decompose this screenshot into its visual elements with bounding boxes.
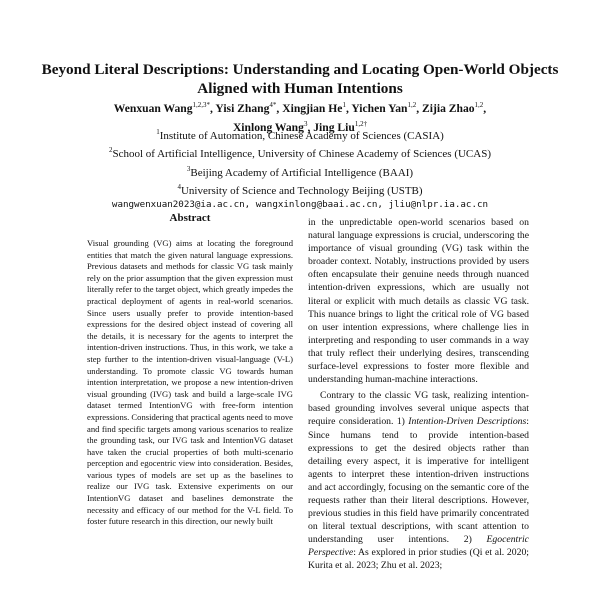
author-emails: wangwenxuan2023@ia.ac.cn, wangxinlong@baai.ac.cn, jliu@nlpr.ia.ac.cn [111, 199, 489, 210]
affiliation: $^4$University of Science and Technology Beijing (USTB) [177, 183, 423, 198]
abstract-column [87, 238, 293, 528]
emphasis-text: Egocentric Perspective [308, 534, 529, 559]
author-list: Wenxuan Wang$^{1,2,3*}$, Yisi Zhang$^{4*}$, Xingjian He$^1$, Yichen Yan$^{1,2}$, Zijia Zhao$^{1,2}$, Xinlong Wang$^3$, Jing Liu$^{1,2\dagger}$ [113, 101, 487, 134]
affiliation: $^2$School of Artificial Intelligence, University of Chinese Academy of Sciences (UCAS) [109, 146, 491, 161]
affiliation-list [40, 125, 560, 199]
affiliation: $^3$Beijing Academy of Artificial Intelligence (BAAI) [186, 164, 414, 179]
author: Zijia Zhao$^{1,2}$ [422, 101, 484, 115]
author: Yichen Yan$^{1,2}$ [351, 101, 417, 115]
body-column [308, 216, 529, 573]
body-paragraph: in the unpredictable open-world scenarios based on natural language expressions is crucial, underscoring the importance of visual grounding (VG) task within the broader context. Notably, instructions provided by users often encapsulate their genuine needs through nuanced intention-driven expressions, which are usually not literal or explicit with much details as classic VG task. This nuance brings to light the critical role of VG based on user intention expressions, where challenge lies in interpreting and responding to user commands in a way that truly reflect their underlying desires, transcending surface-level expressions to foster more flexible and understanding human-machine interactions. [308, 217, 529, 386]
abstract-heading: Abstract [169, 212, 211, 224]
author: Xinlong Wang$^3$ [232, 119, 308, 134]
paper-title: Beyond Literal Descriptions: Understanding and Locating Open-World Objects Aligned with Human Intentions [41, 61, 559, 97]
author: Jing Liu$^{1,2\dagger}$ [313, 119, 368, 134]
affiliation: $^1$Institute of Automation, Chinese Academy of Sciences (CASIA) [156, 128, 444, 142]
author: Wenxuan Wang$^{1,2,3*}$ [113, 101, 211, 115]
author: Yisi Zhang$^{4*}$ [215, 101, 277, 115]
emphasis-text: Intention-Driven Descriptions [408, 416, 527, 428]
body-paragraph: Contrary to the classic VG task, realizing intention-based grounding involves several unique aspects that require consideration. 1) Intention-Driven Descriptions: Since humans tend to provide intention-based expressions to get the desired objects rather than detailing every aspect, it is imperative for intelligent agents to interpret these intention-driven instructions and act accordingly, focusing on the semantic core of the requests rather than their literal descriptions. However, previous studies in this field have primarily concentrated on literal textual descriptions, with scant attention to understanding user intentions. 2) Egocentric Perspective: As explored in prior studies (Qi et al. 2020; Kurita et al. 2023; Zhu et al. 2023; [308, 390, 529, 572]
abstract-text: Visual grounding (VG) aims at locating the foreground entities that match the given natural language expressions. Previous datasets and methods for classic VG task mainly rely on the prior assumption that the given expression must literally refer to the target object, which greatly impedes the practical deployment of agents in real-world scenarios. Since users usually prefer to provide intention-based expressions for the desired object instead of covering all the details, it is necessary for the agents to interpret the intention-driven instructions. Thus, in this work, we take a step further to the intention-driven visual-language (V-L) understanding. To promote classic VG towards human intention interpretation, we propose a new intention-driven visual grounding (IVG) task and build a large-scale IVG dataset termed IntentionVG with free-form intention expressions. Considering that practical agents need to move and find specific targets among various scenarios to realize the grounding task, our IVG task and IntentionVG dataset have taken the crucial properties of both multi-scenario perception and egocentric view into consideration. Besides, various types of models are set up as the baselines to realize our IVG task. Extensive experiments on our IntentionVG dataset and baselines demonstrate the necessity and efficacy of our method for the V-L field. To foster future research in this direction, our newly built [87, 238, 294, 527]
author: Xingjian He$^1$ [282, 101, 346, 115]
